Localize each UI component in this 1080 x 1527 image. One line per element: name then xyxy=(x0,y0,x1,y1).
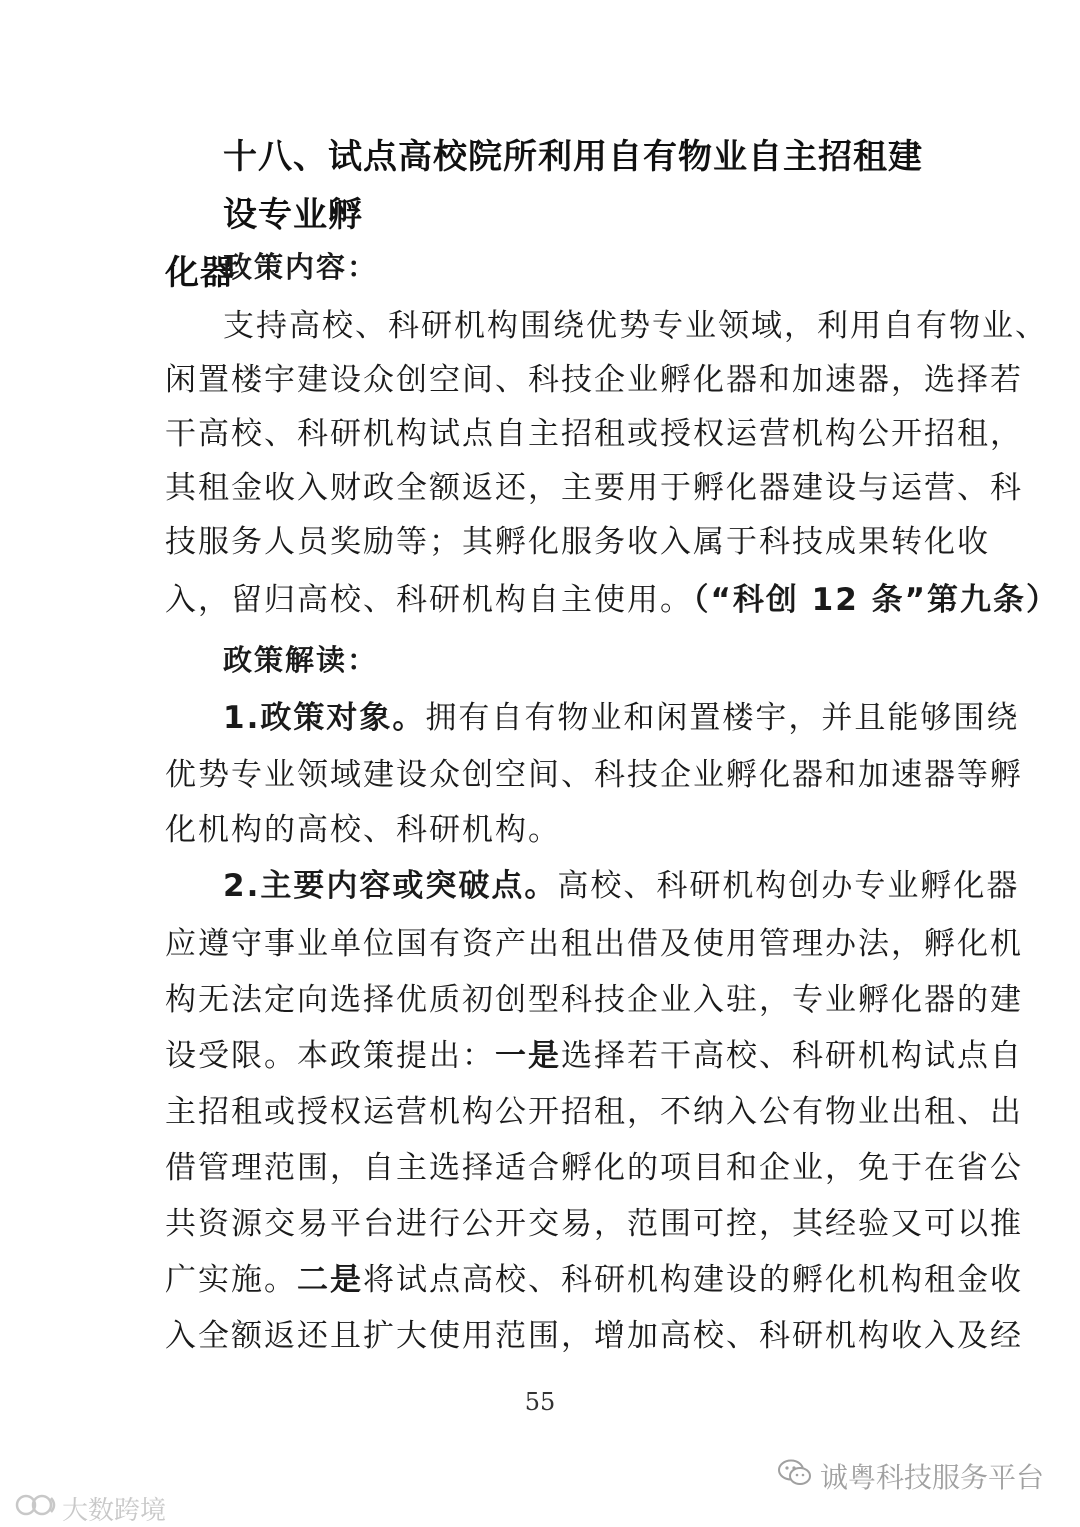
item2-line: 入全额返还且扩大使用范围，增加高校、科研机构收入及经 xyxy=(165,1318,1023,1354)
policy-line-last xyxy=(165,580,1059,620)
watermark-right-text: 诚粤科技服务平台 xyxy=(819,1461,1044,1494)
item1-line xyxy=(165,698,1020,738)
item2-line-a-post: 选择若干高校、科研机构试点自 xyxy=(561,1038,1023,1074)
policy-line: 支持高校、科研机构围绕优势专业领域，利用自有物业、 xyxy=(223,308,1048,344)
item2-line: 应遵守事业单位国有资产出租出借及使用管理办法，孵化机 xyxy=(165,926,1023,962)
policy-last-text: 入，留归高校、科研机构自主使用。 xyxy=(165,582,693,618)
item2-lead: 2.主要内容或突破点。 xyxy=(223,868,558,904)
item2-line xyxy=(165,1036,1023,1076)
policy-line: 闲置楼宇建设众创空间、科技企业孵化器和加速器，选择若 xyxy=(165,362,1023,398)
title-line-2: 化器 xyxy=(165,253,235,293)
policy-line: 干高校、科研机构试点自主招租或授权运营机构公开招租， xyxy=(165,416,1023,452)
policy-line: 技服务人员奖励等；其孵化服务收入属于科技成果转化收 xyxy=(165,524,990,560)
watermark-right xyxy=(778,1456,1044,1496)
policy-line: 其租金收入财政全额返还，主要用于孵化器建设与运营、科 xyxy=(165,470,1023,506)
watermark-left xyxy=(14,1490,166,1527)
item2-line-b-em: 二是 xyxy=(297,1262,363,1298)
item2-line xyxy=(165,866,1020,906)
item2-line-a-em: 一是 xyxy=(495,1038,561,1074)
heading-policy-reading: 政策解读： xyxy=(223,643,379,677)
heading-policy-content: 政策内容： xyxy=(223,250,379,284)
page-number: 55 xyxy=(524,1388,556,1416)
item2-line: 借管理范围，自主选择适合孵化的项目和企业，免于在省公 xyxy=(165,1150,1023,1186)
item1-line: 化机构的高校、科研机构。 xyxy=(165,812,561,848)
logo-icon xyxy=(14,1492,58,1525)
wechat-icon xyxy=(778,1459,812,1494)
item2-line-a-pre: 设受限。本政策提出： xyxy=(165,1038,495,1074)
item2-first: 高校、科研机构创办专业孵化器 xyxy=(557,868,1020,904)
item2-line: 主招租或授权运营机构公开招租，不纳入公有物业出租、出 xyxy=(165,1094,1023,1130)
item2-line: 构无法定向选择优质初创型科技企业入驻，专业孵化器的建 xyxy=(165,982,1023,1018)
title-line-1: 十八、试点高校院所利用自有物业自主招租建设专业孵 xyxy=(223,137,923,235)
item1-lead: 1.政策对象。 xyxy=(223,700,426,736)
item2-line: 共资源交易平台进行公开交易，范围可控，其经验又可以推 xyxy=(165,1206,1023,1242)
watermark-left-text: 大数跨境 xyxy=(62,1496,167,1526)
item2-line xyxy=(165,1260,1023,1300)
policy-reference: （“科创 12 条”第九条） xyxy=(693,582,1059,618)
item2-line-b-post: 将试点高校、科研机构建设的孵化机构租金收 xyxy=(363,1262,1023,1298)
item1-first: 拥有自有物业和闲置楼宇，并且能够围绕 xyxy=(425,700,1020,736)
item1-line: 优势专业领域建设众创空间、科技企业孵化器和加速器等孵 xyxy=(165,757,1023,793)
item2-line-b-pre: 广实施。 xyxy=(165,1262,297,1298)
